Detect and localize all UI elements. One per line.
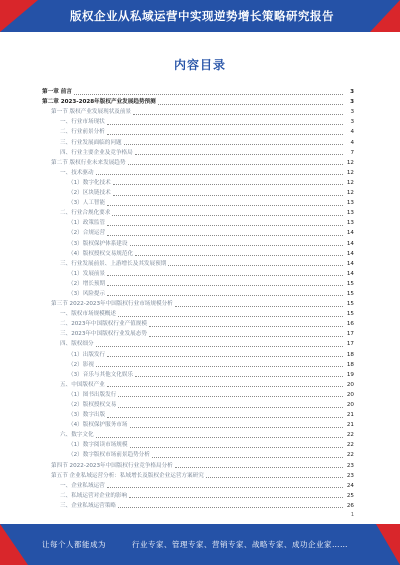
toc-entry-page: 23 [346, 462, 354, 469]
toc-entry[interactable] [42, 177, 354, 187]
toc-entry-page: 25 [346, 492, 354, 499]
toc-entry-text: （2）影视 [68, 361, 94, 368]
toc-leader-dots [118, 406, 343, 408]
toc-entry[interactable] [42, 86, 354, 96]
toc-entry-text: （1）图书出版发行 [68, 391, 117, 398]
toc-entry-text: （4）版权授权交易规范化 [68, 250, 134, 257]
toc-entry-page: 24 [346, 482, 354, 489]
toc-entry-page: 23 [346, 472, 354, 479]
header-banner [0, 0, 400, 32]
toc-entry[interactable] [42, 429, 354, 439]
toc-entry-text: 第二节 版权行业未来发展趋势 [51, 159, 126, 166]
toc-entry-text: 二、私域运营对企业的影响 [60, 492, 128, 499]
toc-leader-dots [206, 476, 343, 478]
toc-leader-dots [107, 224, 343, 226]
toc-entry[interactable] [42, 126, 354, 136]
toc-leader-dots [96, 436, 343, 438]
toc-leader-dots [118, 395, 343, 397]
toc-entry-page: 4 [350, 129, 354, 136]
toc-entry-page: 14 [346, 260, 354, 267]
toc-entry-text: 三、行业发展前景、上游增长及其发展预期 [60, 260, 167, 267]
toc-entry-text: 第五节 企业私域运营分析：私域增长及版权企业运营方案研究 [51, 472, 204, 479]
toc-entry-text: 二、行业前景分析 [60, 129, 105, 136]
toc-entry-page: 20 [346, 381, 354, 388]
toc-entry-text: 四、行业主要企业及竞争格局 [60, 149, 133, 156]
toc-leader-dots [107, 133, 343, 135]
toc-entry-text: （2）增长预期 [68, 280, 106, 287]
toc-entry[interactable] [42, 459, 354, 469]
toc-entry-text: 第一节 版权产业发展现状及前景 [51, 109, 132, 116]
toc-entry-page: 16 [346, 321, 354, 328]
toc-leader-dots [130, 244, 344, 246]
toc-leader-dots [118, 506, 343, 508]
toc-entry-page: 17 [346, 341, 354, 348]
toc-entry[interactable] [42, 389, 354, 399]
toc-leader-dots [74, 93, 343, 95]
toc-entry[interactable] [42, 217, 354, 227]
toc-leader-dots [133, 113, 343, 115]
toc-entry[interactable] [42, 167, 354, 177]
toc-leader-dots [130, 446, 344, 448]
toc-entry-page: 18 [346, 361, 354, 368]
toc-leader-dots [149, 325, 343, 327]
toc-leader-dots [135, 254, 343, 256]
toc-leader-dots [113, 183, 343, 185]
toc-entry-text: （1）政策监管 [68, 220, 106, 227]
toc-entry[interactable] [42, 268, 354, 278]
toc-entry-page: 3 [350, 89, 354, 96]
toc-entry[interactable] [42, 419, 354, 429]
toc-entry-page: 17 [346, 331, 354, 338]
header-accent-right [370, 0, 400, 32]
toc-entry-page: 15 [346, 280, 354, 287]
toc-entry-text: 第二章 2023-2028年版权产业发展趋势预测 [42, 99, 156, 106]
toc-entry[interactable] [42, 96, 354, 106]
toc-leader-dots [107, 274, 343, 276]
toc-entry-text: （3）音乐与其他文化娱乐 [68, 371, 134, 378]
toc-entry-text: 第四节 2022-2023年中国版权行业竞争格局分析 [51, 462, 173, 469]
table-of-contents [42, 86, 354, 510]
toc-leader-dots [96, 345, 343, 347]
toc-entry-page: 22 [346, 432, 354, 439]
toc-leader-dots [124, 143, 343, 145]
toc-entry-page: 15 [346, 290, 354, 297]
toc-entry-page: 20 [346, 391, 354, 398]
toc-entry-page: 13 [346, 210, 354, 217]
toc-entry[interactable] [42, 288, 354, 298]
toc-leader-dots [175, 305, 343, 307]
toc-entry-text: （3）人工智能 [68, 200, 106, 207]
toc-entry-text: （2）数字版权市场前景趋势分析 [68, 452, 150, 459]
toc-leader-dots [130, 426, 344, 428]
toc-leader-dots [118, 315, 343, 317]
toc-entry-page: 21 [346, 422, 354, 429]
report-title: 版权企业从私域运营中实现逆势增长策略研究报告 [70, 9, 334, 23]
toc-leader-dots [107, 234, 343, 236]
toc-entry-page: 3 [350, 99, 354, 106]
toc-entry-text: 三、行业发展面临的问题 [60, 139, 122, 146]
toc-entry[interactable] [42, 409, 354, 419]
footer-slogan: 让每个人都能成为 [42, 540, 106, 549]
toc-entry-text: 二、行业合规化要求 [60, 210, 111, 217]
toc-entry-text: （2）区块链技术 [68, 190, 111, 197]
toc-leader-dots [135, 153, 343, 155]
toc-entry-text: （3）风险提示 [68, 290, 106, 297]
toc-leader-dots [107, 416, 343, 418]
toc-entry-text: 一、行业市场现状 [60, 119, 105, 126]
header-accent-left [0, 0, 38, 32]
toc-entry[interactable] [42, 197, 354, 207]
toc-entry-page: 3 [350, 109, 354, 116]
toc-entry-text: 三、企业私域运营策略 [60, 502, 116, 509]
toc-entry-page: 13 [346, 220, 354, 227]
toc-entry-text: 第一章 前言 [42, 89, 72, 96]
toc-entry-text: 五、中国版权产业 [60, 381, 105, 388]
toc-entry[interactable] [42, 439, 354, 449]
footer-accent-left [0, 524, 28, 565]
toc-entry-page: 15 [346, 301, 354, 308]
toc-entry-page: 18 [346, 351, 354, 358]
toc-entry[interactable] [42, 490, 354, 500]
toc-entry-page: 21 [346, 412, 354, 419]
toc-entry[interactable] [42, 157, 354, 167]
toc-entry[interactable] [42, 359, 354, 369]
toc-leader-dots [96, 365, 343, 367]
toc-entry-text: （1）发展前景 [68, 270, 106, 277]
toc-entry-page: 14 [346, 270, 354, 277]
toc-entry-text: 一、版权市场规模概述 [60, 311, 116, 318]
toc-entry[interactable] [42, 480, 354, 490]
toc-leader-dots [107, 385, 343, 387]
toc-entry-page: 22 [346, 442, 354, 449]
toc-entry-page: 4 [350, 139, 354, 146]
toc-entry-page: 12 [346, 179, 354, 186]
toc-entry[interactable] [42, 278, 354, 288]
toc-leader-dots [135, 375, 343, 377]
toc-entry-page: 14 [346, 230, 354, 237]
toc-entry[interactable] [42, 500, 354, 510]
toc-leader-dots [112, 214, 343, 216]
toc-entry-text: （2）版权授权交易 [68, 402, 117, 408]
toc-entry-page: 12 [346, 169, 354, 176]
toc-entry-text: （4）版权保护服务市场 [68, 422, 128, 429]
toc-leader-dots [107, 486, 343, 488]
toc-entry-page: 26 [346, 502, 354, 509]
toc-entry-page: 12 [346, 159, 354, 166]
toc-entry-text: （1）数字阅读市场规模 [68, 442, 128, 449]
toc-leader-dots [107, 123, 343, 125]
toc-entry[interactable] [42, 308, 354, 318]
toc-entry[interactable] [42, 147, 354, 157]
toc-entry[interactable] [42, 227, 354, 237]
toc-entry-page: 15 [346, 311, 354, 318]
toc-leader-dots [107, 294, 343, 296]
page-number: 1 [350, 512, 354, 518]
toc-leader-dots [129, 496, 343, 498]
footer-banner [0, 524, 400, 565]
toc-leader-dots [107, 284, 343, 286]
toc-entry[interactable] [42, 399, 354, 409]
toc-leader-dots [107, 204, 343, 206]
toc-entry[interactable] [42, 207, 354, 217]
toc-entry-page: 14 [346, 250, 354, 257]
toc-entry-text: （3）数字出版 [68, 412, 106, 419]
toc-entry[interactable] [42, 237, 354, 247]
toc-entry-page: 19 [346, 371, 354, 378]
toc-entry-text: （3）版权保护体系建设 [68, 240, 128, 247]
toc-entry[interactable] [42, 369, 354, 379]
toc-entry-text: （1）出版发行 [68, 351, 106, 358]
toc-entry[interactable] [42, 470, 354, 480]
footer-accent-right [376, 524, 400, 565]
toc-entry-page: 22 [346, 452, 354, 459]
toc-entry[interactable] [42, 106, 354, 116]
toc-entry[interactable] [42, 318, 354, 328]
toc-leader-dots [107, 355, 343, 357]
toc-entry-text: 一、企业私域运营 [60, 482, 105, 489]
toc-entry-text: 三、2023年中国版权行业发展态势 [60, 331, 147, 338]
toc-entry-text: 一、技术驱动 [60, 169, 94, 176]
toc-entry[interactable] [42, 136, 354, 146]
toc-leader-dots [168, 264, 343, 266]
toc-entry[interactable] [42, 187, 354, 197]
toc-entry-page: 12 [346, 190, 354, 197]
toc-entry[interactable] [42, 258, 354, 268]
toc-entry[interactable] [42, 116, 354, 126]
toc-leader-dots [175, 466, 343, 468]
toc-entry-text: 四、版权细分 [60, 341, 94, 348]
toc-entry-page: 3 [350, 119, 354, 126]
toc-entry[interactable] [42, 348, 354, 358]
toc-entry-page: 13 [346, 200, 354, 207]
toc-entry-text: （1）数字化技术 [68, 179, 111, 186]
toc-entry[interactable] [42, 298, 354, 308]
toc-entry-text: （2）合规运营 [68, 230, 106, 237]
toc-leader-dots [152, 456, 343, 458]
footer-tags: 行业专家、管理专家、营销专家、战略专家、成功企业家…… [132, 540, 348, 549]
toc-entry-text: 二、2023年中国版权行业产值规模 [60, 321, 147, 328]
toc-entry[interactable] [42, 338, 354, 348]
toc-leader-dots [128, 163, 344, 165]
toc-entry-page: 7 [350, 149, 354, 156]
toc-entry-text: 六、数字文化 [60, 432, 94, 439]
toc-entry[interactable] [42, 328, 354, 338]
toc-heading: 内容目录 [173, 58, 226, 72]
toc-entry-text: 第三节 2022-2023年中国版权行业市场规模分析 [51, 301, 173, 308]
toc-leader-dots [149, 335, 343, 337]
toc-entry[interactable] [42, 248, 354, 258]
toc-entry[interactable] [42, 449, 354, 459]
toc-leader-dots [96, 173, 343, 175]
toc-entry-page: 14 [346, 240, 354, 247]
toc-leader-dots [113, 194, 343, 196]
toc-entry-page: 20 [346, 402, 354, 408]
toc-entry[interactable] [42, 379, 354, 389]
toc-leader-dots [158, 103, 343, 105]
